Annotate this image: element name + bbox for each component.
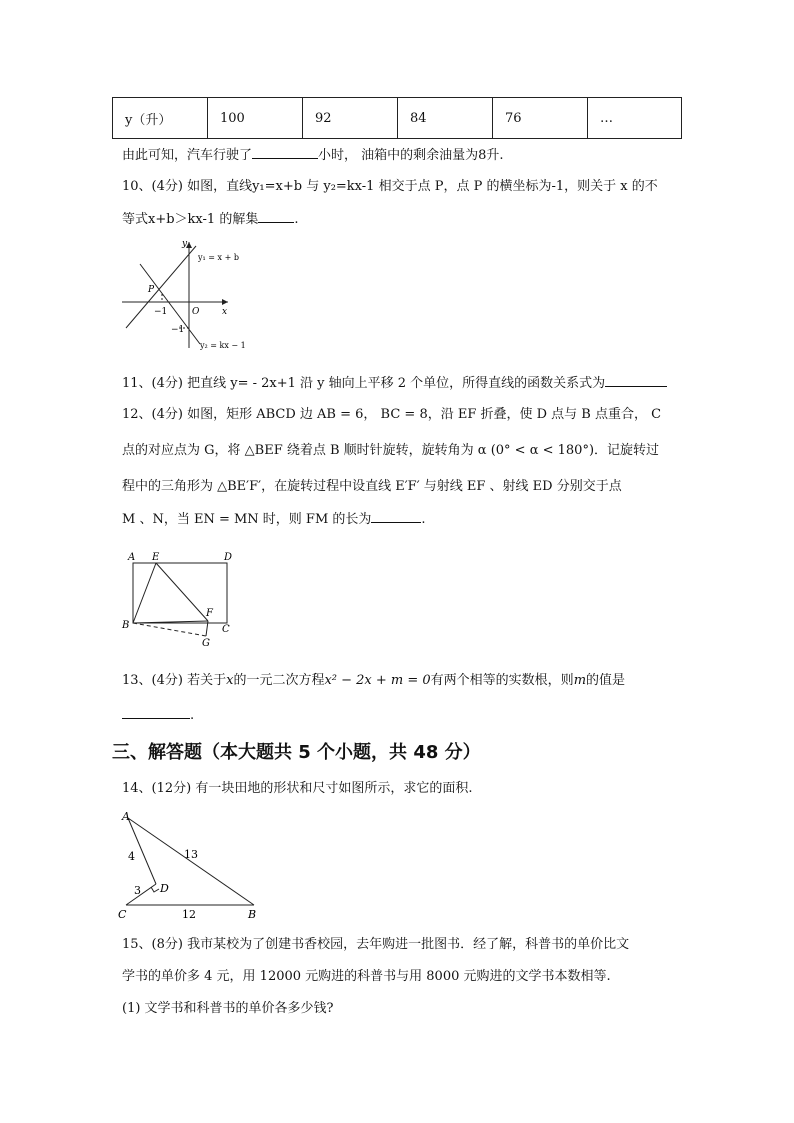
length-ab: 13 [184, 848, 198, 861]
label-a: A [128, 552, 136, 563]
table-cell: 92 [303, 98, 398, 139]
question-12-line1: 12、(4分) 如图，矩形 ABCD 边 AB = 6， BC = 8，沿 EF 折叠，使 D 点与 B 点重合， C [122, 407, 662, 422]
label-c: C [222, 624, 230, 635]
question-15-line1: 15、(8分) 我市某校为了创建书香校园，去年购进一批图书．经了解，科普书的单价比文 [122, 937, 630, 952]
line1-label: y₁ = x + b [198, 253, 239, 262]
label-b: B [248, 908, 257, 921]
answer-blank [605, 374, 667, 387]
label-g: G [202, 638, 210, 648]
label-a: A [122, 810, 130, 823]
q12-figure [118, 546, 248, 648]
question-12-line4 [122, 510, 426, 529]
answer-blank [122, 706, 190, 719]
q14-figure [114, 810, 264, 922]
right-angle-mark [151, 887, 159, 892]
x-axis-label: x [222, 307, 228, 317]
question-11 [122, 374, 667, 393]
q11-text: 11、(4分) 把直线 y= - 2x+1 沿 y 轴向上平移 2 个单位，所得直线的函数关系式为 [122, 376, 606, 391]
y-axis-label: y [182, 239, 188, 249]
question-12-line3: 程中的三角形为 △BE′F′，在旋转过程中设直线 E′F′ 与射线 EF 、射线 ED 分别交于点 [122, 479, 622, 494]
label-e: E [152, 552, 160, 563]
table-cell: 84 [398, 98, 493, 139]
y-tick-label: −1 [171, 325, 185, 335]
q13-text-mid: 的一元二次方程 [233, 673, 325, 688]
x-axis-arrow [222, 299, 228, 305]
table-row [113, 98, 682, 139]
question-10-line2 [122, 210, 298, 229]
q13-text: 13、(4分) 若关于 [122, 673, 227, 688]
answer-blank [371, 510, 421, 523]
length-cd: 3 [134, 884, 141, 897]
label-d: D [160, 882, 169, 895]
section-title: 三、解答题（本大题共 5 个小题，共 48 分） [112, 742, 481, 763]
q10-text: 等式x+b＞kx-1 的解集 [122, 212, 259, 227]
length-ad: 4 [128, 850, 135, 863]
q12-end: . [421, 512, 426, 527]
q13-end: . [190, 708, 195, 723]
question-15-line2: 学书的单价多 4 元，用 12000 元购进的科普书与用 8000 元购进的文学书本数相等. [122, 969, 611, 984]
q9-text-before: 由此可知，汽车行驶了 [122, 148, 253, 163]
table-cell: 76 [493, 98, 588, 139]
segment-be [133, 563, 156, 623]
question-14: 14、(12分) 有一块田地的形状和尺寸如图所示，求它的面积. [122, 781, 473, 796]
question-13-answer [122, 706, 194, 725]
q13-var-m: m [573, 673, 587, 688]
table-cell: … [588, 98, 682, 139]
q10-end: . [294, 212, 299, 227]
origin-label: O [192, 307, 200, 317]
answer-blank [252, 146, 318, 159]
point-p-label: P [148, 285, 155, 295]
fuel-table [112, 97, 682, 139]
question-15-sub1: (1) 文学书和科普书的单价各多少钱? [122, 1001, 334, 1016]
q12-text: M 、N，当 EN = MN 时，则 FM 的长为 [122, 512, 372, 527]
line2-label: y₂ = kx − 1 [200, 341, 246, 350]
table-cell: 100 [208, 98, 303, 139]
question-13 [122, 672, 625, 690]
label-d: D [224, 552, 233, 563]
label-b: B [122, 620, 130, 631]
x-tick-label: −1 [154, 307, 168, 317]
question-10-line1: 10、(4分) 如图，直线y₁=x+b 与 y₂=kx-1 相交于点 P，点 P 的横坐标为-1，则关于 x 的不 [122, 179, 658, 194]
segment-bg [133, 623, 206, 636]
q13-var-x: x [226, 673, 234, 688]
q13-text-end: 的值是 [586, 673, 626, 688]
label-c: C [118, 908, 127, 921]
answer-blank [258, 210, 294, 223]
label-f: F [206, 608, 213, 619]
question-12-line2: 点的对应点为 G，将 △BEF 绕着点 B 顺时针旋转，旋转角为 α (0° < α < 180°)．记旋转过 [122, 443, 660, 458]
length-cb: 12 [182, 908, 196, 921]
q13-text-after: 有两个相等的实数根，则 [430, 673, 574, 688]
question-9-tail [122, 146, 504, 165]
segment-ef [156, 563, 208, 621]
table-row-label: y（升） [113, 98, 208, 139]
q10-figure [118, 236, 258, 354]
q9-text-after: 小时， 油箱中的剩余油量为8升. [318, 148, 504, 163]
q13-equation: x² − 2x + m = 0 [324, 673, 431, 688]
